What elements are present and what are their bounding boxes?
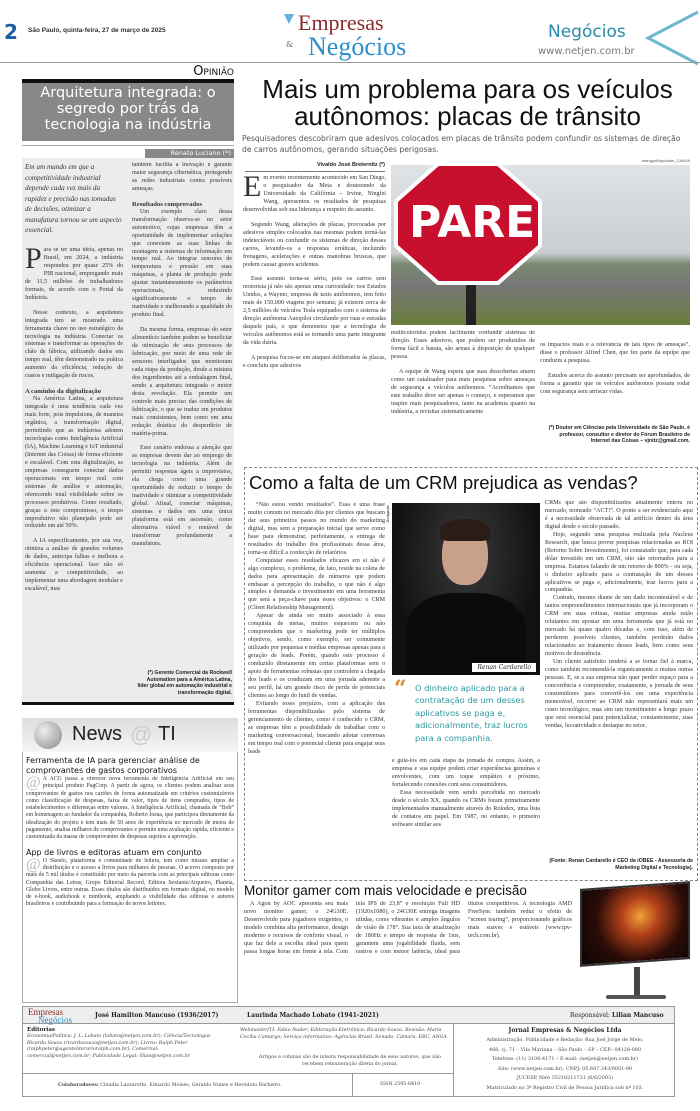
portrait-hair xyxy=(440,519,490,541)
news-list xyxy=(26,756,234,1000)
paragraph: Um cliente satisfeito tenderá a se tornar fiel à marca, como também recomendá-la organicamente a muitas outras pessoas. E, se a sua empresa não quer perder espaço para a concorrência e compreender, exatamente, a jornada de seus consumidores para convertê-los em uma experiência memorável, recorrer ao CRM não representará mais um custo tecnológico, mas sim um investimento a longo prazo que será essencial para potencializar, constantemente, suas vendas, lucratividade e destaque no setor. xyxy=(545,659,693,729)
masthead-logo xyxy=(280,10,420,62)
logo-line1: Empresas xyxy=(298,10,384,35)
crm-col3 xyxy=(545,500,693,855)
stop-sign-photo xyxy=(391,165,690,325)
logo-amp: & xyxy=(286,40,294,49)
monitor-screen xyxy=(580,881,690,967)
company-info-line: 468, cj. 71 – Vila Mariana – São Paulo – SP – CEP.: 04128-080 xyxy=(488,1046,642,1053)
collaborators-label: Colaboradores: xyxy=(58,1082,99,1088)
section-name: Negócios xyxy=(548,22,626,42)
opinion-author: Renato Luciano (*) xyxy=(145,149,234,158)
paragraph: Apesar de ainda ser muito associado à essa conquista de metas, muitos esquecem ou não compreendem que o marketing pode ter múltiplos objetivos, sendo, como exemplo, ser comumente utilizado por pequenas e médias empresas apenas para a geração de leads. Porém, quando este processo é conduzido diretamente em certas plataformas sem o apoio de ferramentas robustas que controlem a chegada dos leads e os conduzam em uma jornada aderente a seu perfil, há um grande risco de perda de potenciais clientes ao longo do funil de vendas. xyxy=(248,613,385,699)
paragraph: Nesse contexto, a arquitetura integrada tem se mostrado uma ferramenta chave no uso estratégico da tecnologia na indústria. Conectar os sistemas e transformar as operações de chão de fábrica, utilizando dados em tempo real, têm demonstrado na prática aumento da eficiência, redução de custos e mitigação de riscos. xyxy=(25,309,123,380)
paragraph: Hoje, segundo uma pesquisa realizada pela Nucleus Research, que busca prover pesquisas relacionadas ao ROI (Retorno Sobre Investimento), foi constatado que, para cada dólar investido em um CRM, oito são retornados para a empresa. Estamos falando de um retorno de 800% - ou seja, o dinheiro aplicado para a contratação de um desses aplicativos se paga e, adicionalmente, traz lucros para a companhia. xyxy=(545,531,693,594)
news-title-at: @ xyxy=(130,722,153,747)
news-item xyxy=(26,848,234,909)
company-info-line: Site: (www.netjen.com.br). CNPJ: 05.687.343/0001-90 xyxy=(497,1065,633,1072)
crm-pull-quote: O dinheiro aplicado para a contratação de um desses aplicativos se paga e, adicionalmente, traz lucros para a companhia. xyxy=(415,683,528,743)
main-col1 xyxy=(243,175,386,460)
paragraph: ara se ter uma ideia, apenas no Brasil, em 2024, a indústria respondeu por quase 25% do PIB nacional, empregando mais de 11,5 milhões de trabalhadores formais, de acordo com o Portal da Indústria. xyxy=(25,247,123,301)
news-title-b: TI xyxy=(158,723,176,745)
main-col3 xyxy=(540,342,690,422)
paragraph: CRMs que são disponibilizados atualmente entrou no mercado, nomeado “ACT!”. O ponto a ser evidenciado aqui é a necessidade observada de tal artifício dentro da área digital desde o século passado. xyxy=(545,500,693,530)
crm-headline: Como a falta de um CRM prejudica as vendas? xyxy=(249,472,638,493)
main-subtitle: Pesquisadores descobriram que adesivos colocados em placas de trânsito podem confundir os sistemas de direção de carros autônomos, gerando situações perigosas. xyxy=(242,134,681,154)
main-author: Vivaldo José Breternitz (*) xyxy=(316,162,385,168)
collaborators-names: Claudia Lazzarotto, Eduardo Moisés, Geraldo Nunes e Heródoto Barbeiro. xyxy=(100,1083,282,1088)
company-info-line: JUCESP, Nire 35218211731 (6/6/2003) xyxy=(516,1075,614,1082)
paragraph: Um exemplo claro dessa transformação observa-se no setor automotivo, cujas empresas têm a oportunidade de implementar soluções que conectem as suas linhas de montagem a sistemas de informação em tempo real. Ao integrar sensores de temperatura e pressão em suas máquinas, a planta de produção pode ajustar instantaneamente os parâmetros operacionais, reduzindo significativamente o tempo de inatividade e melhorando a qualidade do produto final. xyxy=(132,208,232,319)
at-icon: @ xyxy=(26,857,41,873)
drop-cap: P xyxy=(25,247,42,275)
crm-photo-credit: Divulgação xyxy=(386,505,390,523)
photo-credit: mangpoll/stphotos_CANVA xyxy=(641,158,690,163)
paragraph: Da mesma forma, empresas do setor alimentício também podem se beneficiar da otimização de seus processos de fabricação, por meio de uma rede de sensores interligados que monitoram cada etapa da produção, desde a mistura dos ingredientes até a embalagem final, sendo a arquitetura integrada o motor desta revolução. Ela permite um controle mais preciso das condições de fabricação, o que se traduz em produtos mais consistentes, bem como em uma redução drástica do desperdício de matéria-prima. xyxy=(132,327,232,437)
news-item xyxy=(26,756,234,842)
monitor-photo xyxy=(576,883,696,1005)
news-item-text xyxy=(26,858,234,909)
paragraph: A equipe de Wang espera que suas descobertas atuem como um catalisador para mais pesquisas sobre ameaças de segurança a veículos autônomos. “Acreditamos que este trabalho deve ser apenas o começo, e esperamos que inspire mais pesquisadores, tanto na academia quanto na indústria, a revisitar sistematicamente xyxy=(391,368,535,415)
header-triangle-icon xyxy=(640,8,700,66)
news-header xyxy=(22,718,238,752)
paragraph: Estudos acerca do assunto precisam ser aprofundados, de forma a garantir que os veículos autônomos possam rodar com segurança sem arriscar vidas. xyxy=(540,372,690,395)
paragraph: Esse assunto torna-se sério, pois os carros sem motorista já não são apenas uma curiosidade: nos Estados Unidos, a Waymo, empresa de taxis autônomos, tem feito mais de 150.000 viagens por semana; já existem cerca de 2,5 milhões de veículos Tesla equipados com o sistema de direção autônoma Autopilot circulando por ruas e estradas daquele país, o que demonstra que a tecnologia de veículos autônomos está se tornando uma parte integrante da vida diária. xyxy=(243,276,386,347)
renan-photo xyxy=(392,503,540,675)
news-item-title: App de livros e editoras atuam em conjunto xyxy=(26,847,202,857)
drop-cap: E xyxy=(243,175,262,203)
paragraph: Na América Latina, a arquitetura integrada é uma tendência cada vez mais forte, pois impulsiona, de maneira orgânica, a transformação digital, permitindo que as indústrias adotem tecnologias como Inteligência Artificial (IA), Machine Learning e IoT industrial (Internet das Coisas) de forma eficiente e escalável. Com esta digitalização, as empresas conseguem conectar dados operacionais em tempo real com sistemas de análise e automação, oferecendo total visibilidade sobre os processos produtivos. Como resultado, graças a este compromisso, o tempo improdutivo não planejado pode ser reduzido em até 50%. xyxy=(25,396,123,530)
paragraph: Essa necessidade vem sendo percebida no mercado desde o século XX, quando os CRMs foram primeiramente implementados manualmente através do Rolodex, uma lista de contatos em papel. Em 1987, no entanto, o primeiro software similar aos xyxy=(392,789,540,828)
logo-triangle-icon xyxy=(284,14,294,24)
logo-line2: Negócios xyxy=(38,1015,72,1025)
paragraph: multicoloridos podem facilmente confundir sistemas de direção. Esses adesivos, que podem ser produzidos de forma fácil e barata, são armas à disposição de qualquer pessoa. xyxy=(391,330,535,360)
crm-col2 xyxy=(392,758,540,876)
crm-col1 xyxy=(248,502,385,876)
founder-1: José Hamilton Mancuso (1936/2017) xyxy=(95,1012,219,1019)
footer-logo xyxy=(28,1008,72,1024)
logo-line2: Negócios xyxy=(308,32,407,61)
paragraph: A pesquisa focou-se em ataques deliberados às placas, e concluiu que adesivos xyxy=(243,355,386,370)
sign-text: PARE xyxy=(409,197,536,248)
opinion-rule xyxy=(22,145,234,146)
opinion-label: Opinião xyxy=(193,64,234,79)
main-footnote: (*) Doutor em Ciências pela Universidade de São Paulo, é professor, consultor e diretor do Fórum Brasileiro de Internet das Coisas – vjnitz@gmail.com. xyxy=(548,425,690,444)
news-text: A ACG passa a oferecer nova ferramenta de Inteligência Artificial em seu principal produto PagCorp. A partir de agora, os clientes podem analisar seus comprovantes de gastos nos cartões de forma automatizada em critérios customizáveis como classificação de despesas, faixa de valor, tipos de itens comprados, tipos de estabelecimentos e diferenças entre valores. A Inteligência Artificial, chamada de “Bob” em homenagem ao fundador da companhia, Roberto Josua, que participou diretamente da idealização do projeto e tem mais de 50 anos de experiência no mercado de meios de pagamento, analisa milhares de comprovantes e permite uma avaliação rápida, eficiente e customizada da massa de comprovantes de despesas sujeitos a aprovação. xyxy=(26,776,234,841)
main-col2 xyxy=(391,330,535,460)
photo-caption: Renan Cardarello xyxy=(472,663,536,672)
opinion-bottom-bar xyxy=(22,702,234,705)
globe-icon xyxy=(34,721,62,749)
monitor-headline: Monitor gamer com mais velocidade e precisão xyxy=(244,883,527,898)
subheading: A caminho da digitalização xyxy=(25,388,102,396)
site-url: www.netjen.com.br xyxy=(538,46,635,57)
staff-text: Webmaster/TI: Fabio Nader; Editoração Eletrônica: Ricardo Souza. Revisão: Maria Cecília Camargo; Serviço informativo: Agências Brasil, Senado, Câmara, EBC, ANSA. xyxy=(240,1028,449,1040)
founder-2: Laurinda Machado Lobato (1941-2021) xyxy=(247,1012,379,1019)
paragraph: Esse cenário endossa a atenção que as empresas devem dar ao emprego de tecnologia na indústria. Além de permitir respostas ágeis a imprevistos, ela chega como uma grande oportunidade de reduzir o tempo de inatividade e otimizar a competitividade global. Afinal, conectar máquinas, sistemas e dados em uma única plataforma está em ascensão, como alternativa viável e rentável de transformar profundamente a manufatura. xyxy=(132,445,232,547)
monitor-base xyxy=(606,995,666,999)
news-title-a: News xyxy=(72,723,123,745)
paragraph: Contudo, mesmo diante de um dado incontestável e de tantos empreendimentos internacionais que já incorporam o CRM em suas rotinas, muitas empresas ainda estão relutantes em apostar em uma ferramenta que já está no mercado há quase quatro décadas e, com isso, além de perderem possíveis clientes, também perderão dados relacionados ao tratamento desses leads, bem como seus motivos de desistência. xyxy=(545,595,693,658)
editorias-label: Editorias xyxy=(27,1027,55,1033)
paragraph: Conquistar esses resultados eficazes em si não é algo complexo, o problema, de fato, reside na coleta de dados para apresentação de números que podem embasar a percepção do trabalho, o que não é algo simples e demanda o investimento em uma ferramenta que será a peça-chave para esses objetivos: o CRM (Client Relationship Management). xyxy=(248,557,385,612)
opinion-footnote: (*) Gerente Comercial da Rockwell Automation para a América Latina, líder global em automação industrial e transformação digital. xyxy=(137,670,232,696)
paragraph: Segundo Wang, alterações de placas, provocadas por adesivos simples colocados nas mesmas podem torná-las indetectáveis ou confundir os sistemas de direção desses carros, levando-os a respostas erráticas, incluindo frenagens, acelerações e outras manobras bruscas, que podem causar graves acidentes. xyxy=(243,221,386,268)
issue-date: São Paulo, quinta-feira, 27 de março de 2025 xyxy=(28,27,166,34)
opinion-lead: Em um mundo em que a competitividade industrial depende cada vez mais da rapidez e precisão nas tomadas de decisões, otimizar a manufatura tornou se um aspecto essencial. xyxy=(25,163,122,234)
news-text: O Skeelo, plataforma e comunidade de leitura, tem como missão ampliar a distribuição e o acesso a livros para milhares de pessoas. O acervo composto por mais de 5 mil títulos é constituído por meio da parceria com as principais editoras como Companhia das Letras, Grupo Editorial Record, Editora Sextante/Arqueiro, Planeta, Globo Livros, entre outras. Esses títulos são distribuídos em formato digital, no modelo de e-book, audiobook e minibook, ampliando a visibilidade das editoras e autores brasileiros e contribuindo para a formação de novos leitores. xyxy=(26,857,234,908)
paragraph: m evento recentemente acontecido em San Diego, o pesquisador da Meta e doutorando da Universidade da Califórnia – Irvine, Ningfei Wang, apresentou os resultados de pesquisas desenvolvidas sob sua liderança a respeito do assunto. xyxy=(243,175,386,213)
paragraph: os impactos reais e a relevância de tais tipos de ameaças”, disse o professor Alfred Chen, que fez parte da equipe que conduziu a pesquisa. xyxy=(540,342,690,364)
disclaimer: Artigos e colunas são de inteira responsabilidade de seus autores, que não recebem remuneração direta do jornal. xyxy=(258,1055,441,1067)
issn: ISSN 2595-8410 xyxy=(380,1082,421,1087)
logo-line1: Empresas xyxy=(28,1007,63,1017)
news-item-text xyxy=(26,776,234,842)
footer-divider xyxy=(23,1073,453,1074)
responsible-label: Responsável: xyxy=(570,1012,611,1019)
news-item-title: Ferramenta de IA para gerenciar análise de comprovantes de gastos corporativos xyxy=(26,756,200,775)
quote-mark-icon: “ xyxy=(394,676,407,702)
monitor-text: A Agon by AOC apresenta seu mais novo monitor gamer, o 24G30E. Desenvolvido para jogadores exigentes, o modelo combina alta performance, design moderno e recursos de conforto visual, o que faz dele a escolha ideal para quem passa longas horas em frente à tela. Com tela IPS de 23,8” e resolução Full HD (1920x1080), o 24G30E entrega imagens nítidas, cores vibrantes e amplos ângulos de visão de 178°. Sua taxa de atualização de 180Hz e tempo de resposta de 1ms, garantem uma jogabilidade fluida, sem rastros e com menor latência, ideal para títulos competitivos. A tecnologia AMD FreeSync também reduz o efeito de “screen tearing”, proporcionando gráficos mais suaves e estáveis (www.tpv-tech.com.br). xyxy=(244,901,572,955)
company-info xyxy=(455,1036,675,1094)
paragraph: e guiá-los em cada etapa da jornada de compra. Assim, a empresa e sua equipe podem criar experiências genuínas e envolventes, com um toque empático e próximo, fortalecendo conexões com seus consumidores. xyxy=(392,758,540,788)
company-info-line: Matriculado no 3º Registro Civil de Pessoa Jurídica sob nº 103. xyxy=(486,1084,644,1091)
company-name: Jornal Empresas & Negócios Ltda xyxy=(508,1027,622,1034)
paragraph: “Não estou vendo resultados”. Essa é uma frase muito comum no mercado dita por clientes que buscam dar seus primeiros passos no mundo do marketing digital, mas sem a preparação inicial que serve como base para demonstrar, perfeitamente, a entrega de resultados do trabalho dos profissionais dessa área, torna-se difícil a confecção de relatórios. xyxy=(248,502,385,556)
monitor-stand xyxy=(634,967,640,997)
responsible-name: Lilian Mancuso xyxy=(611,1012,664,1019)
paragraph: A IA especificamente, por sua vez, otimiza a análise de grandes volumes de dados, antecipa falhas e melhora a eficiência operacional. Isso não só aumenta a competitividade, ao implementar uma abordagem modular e escalável, mas xyxy=(25,538,123,593)
page-number: 2 xyxy=(4,20,18,44)
crm-footnote: (Fonte: Renan Cardarello é CEO da iOBEE - Assessoria de Marketing Digital e Tecnologia). xyxy=(549,858,693,871)
main-author-rule xyxy=(245,171,385,172)
subheading: Resultados comprovados xyxy=(132,200,203,208)
paragraph: também facilita a inovação e garante maior segurança cibernética, protegendo as redes industriais contra possíveis ameaças. xyxy=(132,162,232,192)
header-rule xyxy=(0,62,700,63)
company-info-line: Administração, Publicidade e Redação: Rua Joel Jorge de Melo, xyxy=(486,1037,644,1043)
opinion-col2 xyxy=(132,162,232,662)
at-icon: @ xyxy=(26,776,41,791)
collaborators xyxy=(58,1082,281,1088)
footer-vdivider-issn xyxy=(352,1074,353,1097)
footer-vdivider xyxy=(453,1024,454,1097)
editorias-text: Economia/Política: J. L. Lobato (lobato@netjen.com.br); Ciência/Tecnologia: Ricardo Souza (ricardosouza@netjen.com.br); Livros: Ralph Peter (ralphpeter@agenteliterarioralph.com.br); Comercial: comercial@netjen.com.br; Publicidade Legal: lilian@netjen.com.br xyxy=(27,1034,212,1059)
opinion-col1 xyxy=(25,247,123,702)
paragraph: Evitando esses prejuízos, com a aplicação das ferramentas disponibilizadas pelo sistema de gerenciamento de clientes, como é conhecido o CRM, as empresas têm a possibilidade de trabalhar com o marketing conversacional, buscando adotar conversas em tempo real com o potencial cliente para engajar seus leads xyxy=(248,700,385,755)
company-info-line: Telefone: (11) 3106-4171 – E-mail: (netjen@netjen.com.br) xyxy=(492,1056,638,1063)
responsible xyxy=(570,1012,664,1019)
opinion-title: Arquitetura integrada: o segredo por trás da tecnologia na indústria xyxy=(22,83,234,141)
main-headline: Mais um problema para os veículos autônomos: placas de trânsito xyxy=(262,74,673,131)
